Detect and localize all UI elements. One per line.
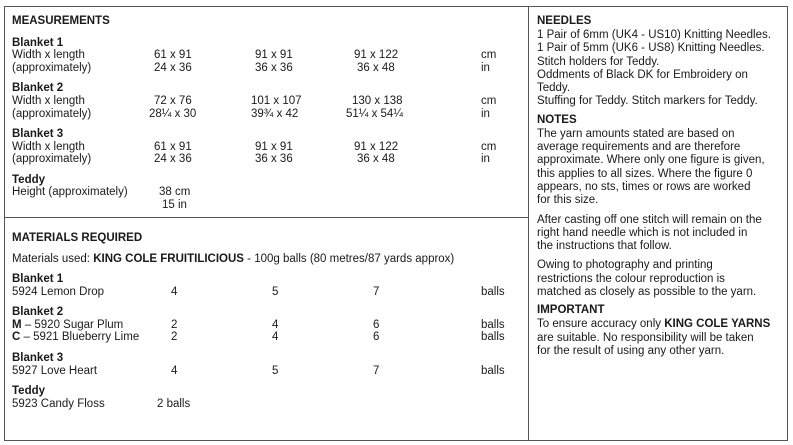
notes-line: restrictions the colour reproduction is [537,272,725,285]
important-line: for the result of using any other yarn. [537,344,725,357]
materials-qty: 5 [272,365,279,377]
measurement-value: 15 in [162,199,187,211]
notes-line: appears, no sts, times or rows are worked [537,180,751,193]
important-brand: KING COLE YARNS [664,318,771,331]
measurement-value: 38 cm [159,186,191,198]
measurement-value: 24 x 36 [154,153,192,165]
materials-qty: 7 [373,286,380,298]
materials-qty: 2 [171,319,178,331]
measurement-value: 91 x 122 [354,49,399,61]
needles-line: Oddments of Black DK for Embroidery on [537,68,748,81]
measurements-blanket3-title: Blanket 3 [12,128,64,140]
section-divider [4,217,528,218]
important-line [537,318,782,331]
materials-unit: balls [481,365,505,377]
materials-qty: 4 [272,331,279,343]
materials-blanket2-title: Blanket 2 [12,306,64,318]
needles-line: Stuffing for Teddy. Stitch markers for Teddy. [537,95,758,108]
measurement-value: 36 x 36 [255,62,293,74]
important-prefix: To ensure accuracy only [537,318,665,331]
main-colour-code: M [12,319,22,331]
notes-line: right hand needle which is not included in [537,226,748,239]
needles-line: Teddy. [537,82,571,95]
unit-label: cm [481,141,497,153]
measurements-row-label: Height (approximately) [12,186,128,198]
measurement-value: 36 x 48 [357,153,395,165]
measurement-value: 91 x 91 [255,49,293,61]
notes-heading: NOTES [537,113,577,126]
materials-yarn-brand: KING COLE FRUITILICIOUS [93,253,244,265]
measurements-heading: MEASUREMENTS [12,15,110,27]
measurements-blanket2-title: Blanket 2 [12,82,64,94]
materials-unit: balls [481,286,505,298]
unit-label: in [481,108,490,120]
notes-line: average requirements and are therefore [537,141,741,154]
materials-shade [12,331,139,344]
notes-line: The yarn amounts stated are based on [537,127,735,140]
materials-unit: balls [481,319,505,331]
measurement-value: 61 x 91 [154,141,192,153]
materials-shade-name: – 5921 Blueberry Lime [20,331,140,343]
materials-qty: 4 [171,286,178,298]
materials-qty: 7 [373,365,380,377]
materials-qty: 6 [373,331,380,343]
measurement-value: 36 x 48 [357,62,395,74]
measurement-value: 101 x 107 [251,95,302,107]
materials-shade: 5927 Love Heart [12,365,98,377]
measurements-blanket1-title: Blanket 1 [12,37,64,49]
measurement-value: 39¾ x 42 [251,108,299,120]
materials-unit: balls [481,331,505,343]
measurements-row-label: (approximately) [12,108,92,120]
measurements-row-label: (approximately) [12,62,92,74]
notes-line: Owing to photography and printing [537,259,713,272]
materials-used-line [12,253,454,266]
contrast-colour-code: C [12,331,21,343]
notes-line: for this size. [537,194,599,207]
needles-line: 1 Pair of 5mm (UK6 - US8) Knitting Needles. [537,42,765,55]
right-column [537,15,782,358]
measurement-value: 91 x 122 [354,141,399,153]
measurement-value: 91 x 91 [255,141,293,153]
unit-label: in [481,62,490,74]
measurements-row-label: Width x length [12,95,85,107]
materials-used-suffix: - 100g balls (80 metres/87 yards approx) [243,253,455,265]
notes-line: this applies to all sizes. Where the figure 0 [537,167,753,180]
materials-qty: 4 [272,319,279,331]
materials-blanket3-title: Blanket 3 [12,352,64,364]
materials-qty: 6 [373,319,380,331]
measurement-value: 28¼ x 30 [149,108,197,120]
unit-label: cm [481,49,497,61]
materials-teddy-title: Teddy [12,385,46,397]
notes-line: matched as closely as possible to the yarn. [537,286,757,299]
notes-line: the instructions that follow. [537,240,672,253]
measurements-row-label: Width x length [12,141,85,153]
materials-qty: 2 [171,331,178,343]
column-divider [528,6,529,441]
unit-label: in [481,153,490,165]
measurement-value: 24 x 36 [154,62,192,74]
notes-line: approximate. Where only one figure is given, [537,154,765,167]
needles-line: Stitch holders for Teddy. [537,55,660,68]
materials-qty: 2 balls [157,398,191,410]
materials-shade: 5924 Lemon Drop [12,286,105,298]
measurements-row-label: Width x length [12,49,85,61]
materials-blanket1-title: Blanket 1 [12,273,64,285]
needles-heading: NEEDLES [537,15,592,27]
materials-shade: 5923 Candy Floss [12,398,105,410]
measurement-value: 130 x 138 [352,95,403,107]
needles-line: 1 Pair of 6mm (UK4 - US10) Knitting Needles. [537,29,771,41]
important-line: are suitable. No responsibility will be taken [537,331,754,344]
materials-used-prefix: Materials used: [12,253,94,265]
measurements-teddy-title: Teddy [12,174,46,186]
materials-qty: 5 [272,286,279,298]
important-heading: IMPORTANT [537,304,605,317]
measurement-value: 51¼ x 54¼ [346,108,403,120]
materials-qty: 4 [171,365,178,377]
materials-shade-name: – 5920 Sugar Plum [21,319,124,331]
measurement-value: 61 x 91 [154,49,192,61]
measurement-value: 36 x 36 [255,153,293,165]
unit-label: cm [481,95,497,107]
materials-heading: MATERIALS REQUIRED [12,232,143,244]
measurements-row-label: (approximately) [12,153,92,165]
notes-line: After casting off one stitch will remain on the [537,213,762,226]
measurement-value: 72 x 76 [154,95,192,107]
